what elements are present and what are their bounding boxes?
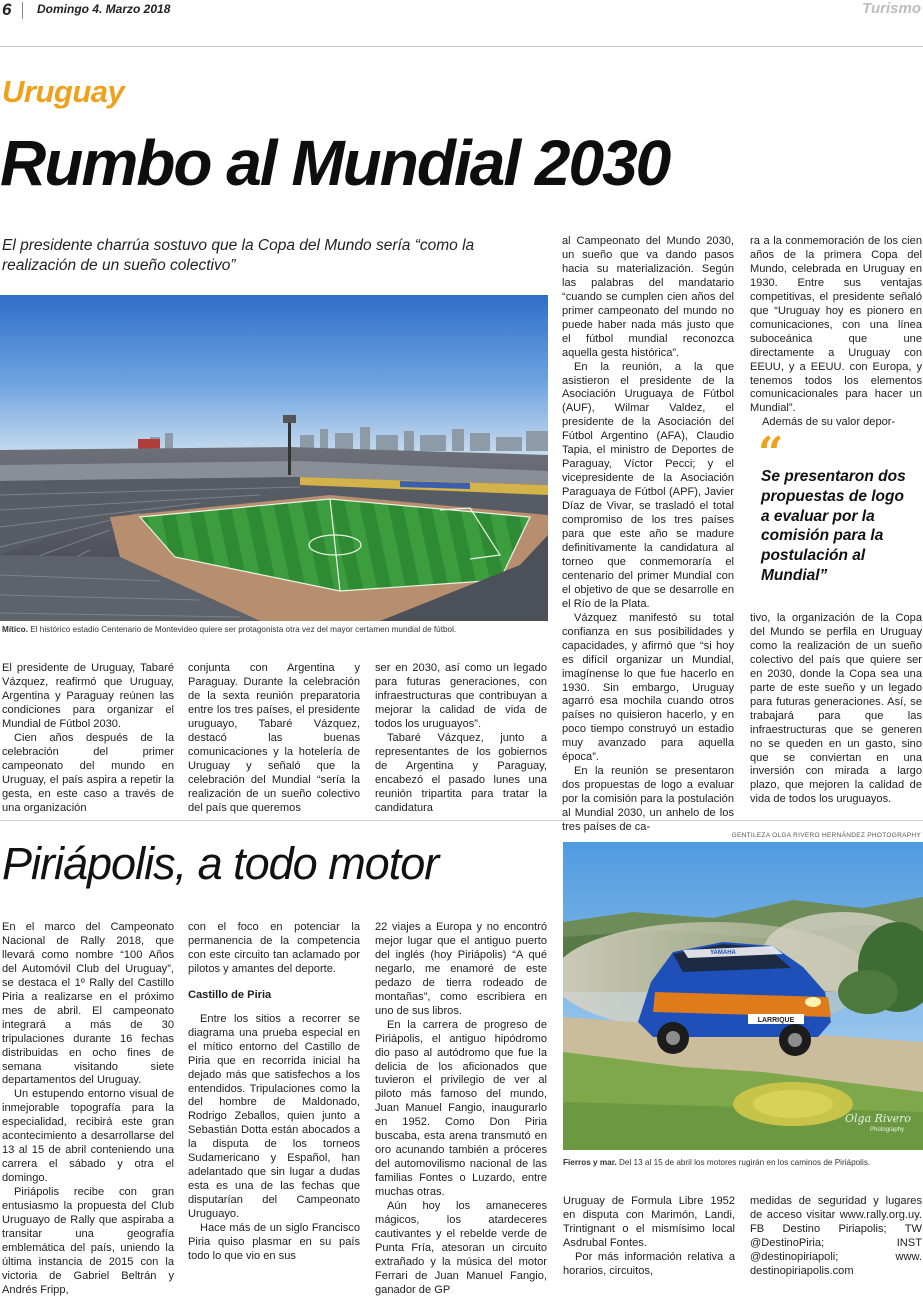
section-divider bbox=[0, 820, 923, 821]
caption-text: El histórico estadio Centenario de Montevideo quiere ser protagonista otra vez del mayor certamen mundial de fútbol. bbox=[27, 625, 457, 634]
paragraph: Por más información relativa a horarios, circuitos, bbox=[563, 1250, 735, 1277]
paragraph: Además de su valor depor- bbox=[762, 416, 896, 429]
pull-quote: Se presentaron dos propuestas de logo a evaluar por la comisión para la postulación al Mundial” bbox=[761, 468, 906, 585]
stadium-photo bbox=[0, 295, 548, 621]
caption-lead: Mítico. bbox=[2, 625, 28, 634]
photo-watermark: Olga Rivero bbox=[845, 1112, 912, 1125]
paragraph: Uruguay de Formula Libre 1952 en disputa con Marimón, Landi, Trintignant o el mismísimo local Asdrubal Fontes. bbox=[563, 1195, 735, 1249]
article1-column-1 bbox=[2, 662, 174, 815]
photo-credit: GENTILEZA OLGA RIVERO HERNÁNDEZ PHOTOGRAPHY bbox=[731, 832, 921, 839]
article2-subheading: Castillo de Piria bbox=[188, 988, 272, 1001]
paragraph: conjunta con Argentina y Paraguay. Durante la celebración de la sexta reunión preparatoria entre los tres países, el presidente uruguayo, Tabaré Vázquez, destacó las buenas comunicaciones y la hotelería de Uruguay y señaló que la celebración del Mundial “sería la realización de un sueño colectivo del país que queremos bbox=[188, 662, 360, 814]
quote-mark-icon: “ bbox=[758, 428, 784, 479]
stadium-photo-caption bbox=[2, 625, 548, 635]
caption-text: Del 13 al 15 de abril los motores rugirán en los caminos de Piriápolis. bbox=[616, 1158, 871, 1167]
car-sponsor-label: LARRIQUE bbox=[757, 1017, 795, 1024]
paragraph: Un estupendo entorno visual de inmejorable topografía para la especialidad, recibirá este gran acontecimiento a desarrollarse del 13 al 15 de abril conteniendo una carrera el sábado y otra el domingo. bbox=[2, 1088, 174, 1185]
article2-column-3 bbox=[375, 921, 547, 1298]
paragraph: En la reunión, a la que asistieron el presidente de la Asociación Uruguaya de Fútbol (AUF), Wilmar Valdez, el presidente de la Asociación del Fútbol Argentino (AFA), Claudio Tapia, el ministro de Deportes de Paraguay, Víctor Pecci; y el vicepresidente de la Asociación Paraguaya de Fútbol (APF), Javier Díaz de Vivar, se trasladó el total compromiso de los tres países para que este año se madure definitivamente la candidatura al torneo que conmemoraría el centenario del primer Mundial con el objetivo de que se desarrolle en el Río de la Plata. bbox=[562, 360, 734, 610]
paragraph: medidas de seguridad y lugares de acceso visitar www.rally.org.uy. FB Destino Piriapolis; TW @DestinoPiria; INST @destinopiriapoli; www. destinopiriapolis.com bbox=[750, 1195, 922, 1277]
article2-column-5 bbox=[750, 1195, 922, 1279]
paragraph: En el marco del Campeonato Nacional de Rally 2018, que llevará como nombre “100 Años del Automóvil Club del Uruguay”, se destaca el 1º Rally del Castillo Piria a realizarse en el próximo mes de abril. El campeonato integrará a más de 30 tripulaciones durante 16 fechas distribuidas en ocho fines de semana visitando siete departamentos del Uruguay. bbox=[2, 921, 174, 1087]
article1-column-5-top bbox=[750, 235, 922, 430]
article-headline: Rumbo al Mundial 2030 bbox=[0, 127, 670, 199]
issue-date: Domingo 4. Marzo 2018 bbox=[37, 2, 171, 16]
article1-column-4 bbox=[562, 235, 734, 835]
paragraph: Entre los sitios a recorrer se diagrama una prueba especial en el mítico entorno del Castillo de Piria que en recorrida inicial ha dejado más que satisfechos a los entendidos. Tripulaciones como la del hombre de Maldonado, Rodrigo Zeballos, quien junto a Sebastián Dotta están abocados a la disputa de los torneos Sudamericano y Español, han adelantado que sin lugar a dudas esta es una de las fechas que disputarían del Campeonato Uruguayo. bbox=[188, 1012, 360, 1221]
article1-column-3 bbox=[375, 662, 547, 815]
paragraph: Tabaré Vázquez, junto a representantes de los gobiernos de Argentina y Paraguay, encabezó el pasado lunes una reunión tripartita para tratar la candidatura bbox=[375, 731, 547, 814]
caption-lead: Fierros y mar. bbox=[563, 1158, 617, 1167]
article2-column-1 bbox=[2, 921, 174, 1298]
article1-column-2 bbox=[188, 662, 360, 815]
article-subhead: El presidente charrúa sostuvo que la Copa del Mundo sería “como la realización de un sueño colectivo” bbox=[2, 237, 475, 275]
paragraph: Cien años después de la celebración del primer campeonato del mundo en Uruguay, el país aspira a repetir la gesta, en este caso a través de una organización bbox=[2, 731, 174, 814]
paragraph: 22 viajes a Europa y no encontró mejor lugar que el antiguo puerto del inglés (hoy Piriápolis) “A qué negarlo, me enamoré de este pedazo de tierra rodeado de montañas”, como escribiera en uno de sus libros. bbox=[375, 921, 547, 1017]
photo-watermark-sub: Photography bbox=[870, 1127, 905, 1133]
paragraph: ra a la conmemoración de los cien años de la primera Copa del Mundo, celebrada en Uruguay en 1930. Entre sus ventajas competitivas, el presidente señaló que “Uruguay hoy es pionero en comunicaciones, con una línea suboceánica que une directamente a Uruguay con EEUU, y a EEUU. con Europa, y tenemos todos los elementos comunicacionales para hacer un Mundial”. bbox=[750, 235, 922, 415]
rally-car-photo bbox=[563, 842, 923, 1150]
paragraph: ser en 2030, así como un legado para futuras generaciones, con infraestructuras que contribuyan a mejorar la calidad de vida de todos los uruguayos”. bbox=[375, 662, 547, 730]
car-brand-label: YAMAHA bbox=[710, 950, 736, 956]
rally-photo-caption bbox=[563, 1158, 923, 1168]
paragraph: En la reunión se presentaron dos propuestas de logo a evaluar por la comisión para la postulación al Mundial 2030, un anhelo de los tres países de ca- bbox=[562, 765, 734, 834]
article2-column-4 bbox=[563, 1195, 735, 1279]
paragraph: Hace más de un siglo Francisco Piria quiso plasmar en su país todo lo que vio en sus bbox=[188, 1222, 360, 1262]
header-divider bbox=[22, 2, 23, 19]
header-rule bbox=[0, 46, 923, 47]
paragraph: Vázquez manifestó su total confianza en sus posibilidades y capacidades, y afirmó que “si hoy es difícil organizar un Mundial, imagínense lo que fue hacerlo en 1930. Sin embargo, Uruguay agarró esa mochila cuando otros países no quisieron hacerlo, y en poco tiempo construyó un estadio muy avanzado para aquella época”. bbox=[562, 611, 734, 764]
paragraph: Piriápolis recibe con gran entusiasmo la propuesta del Club Uruguayo de Rally que aspiraba a transitar una geografía emblemática del país, uniendo la última instancia de 2015 con la victoria de Gabriel Beltrán y Andrés Fripp, bbox=[2, 1186, 174, 1296]
paragraph: con el foco en potenciar la permanencia de la competencia con este circuito tan aclamado por pilotos y amantes del deporte. bbox=[188, 921, 360, 975]
paragraph: Aún hoy los amaneceres mágicos, los atardeceres cautivantes y el rebelde verde de Punta Fría, atesoran un circuito extrañado y la música del motor Ferrari de Juan Manuel Fangio, ganador de GP bbox=[375, 1200, 547, 1296]
article2-headline: Piriápolis, a todo motor bbox=[2, 838, 439, 889]
article2-column-2 bbox=[188, 921, 360, 1264]
article-kicker: Uruguay bbox=[2, 74, 125, 109]
paragraph: tivo, la organización de la Copa del Mundo se perfila en Uruguay como la realización de un sueño colectivo del país que quiere ser en 2030, donde la Copa sea una parte de este sueño y un legado para futuras generaciones. Así, se trabajará para que las infraestructuras que se generen no se queden en un gasto, sino que se conviertan en una inversión con mirada a largo plazo, que mejoren la calidad de vida de todos los uruguayos. bbox=[750, 612, 922, 806]
page-number: 6 bbox=[2, 0, 12, 19]
paragraph: En la carrera de progreso de Piriápolis, el antiguo hipódromo dio paso al autódromo que fue la delicia de los aficionados que tuvieron el privilegio de ver al piloto más famoso del mundo, Juan Manuel Fangio, inaugurarlo en 1952. Como Don Piria buscaba, esta arena transmutó en oro acunando también a próceres del automovilismo nacional de las familias Fontes o Luzardo, entre muchas otras. bbox=[375, 1018, 547, 1199]
paragraph: El presidente de Uruguay, Tabaré Vázquez, reafirmó que Uruguay, Argentina y Paraguay reúnen las condiciones para organizar el Mundial de Fútbol 2030. bbox=[2, 662, 174, 730]
section-name: Turismo bbox=[862, 0, 921, 17]
paragraph: al Campeonato del Mundo 2030, un sueño que va dando pasos hacia su materialización. Según las palabras del mandatario “cuando se cumplen cien años del primer campeonato del mundo no puede haber nada más justo que el fútbol mundial reconozca aquella gesta histórica”. bbox=[562, 235, 734, 359]
article1-column-5-bottom bbox=[750, 612, 922, 807]
